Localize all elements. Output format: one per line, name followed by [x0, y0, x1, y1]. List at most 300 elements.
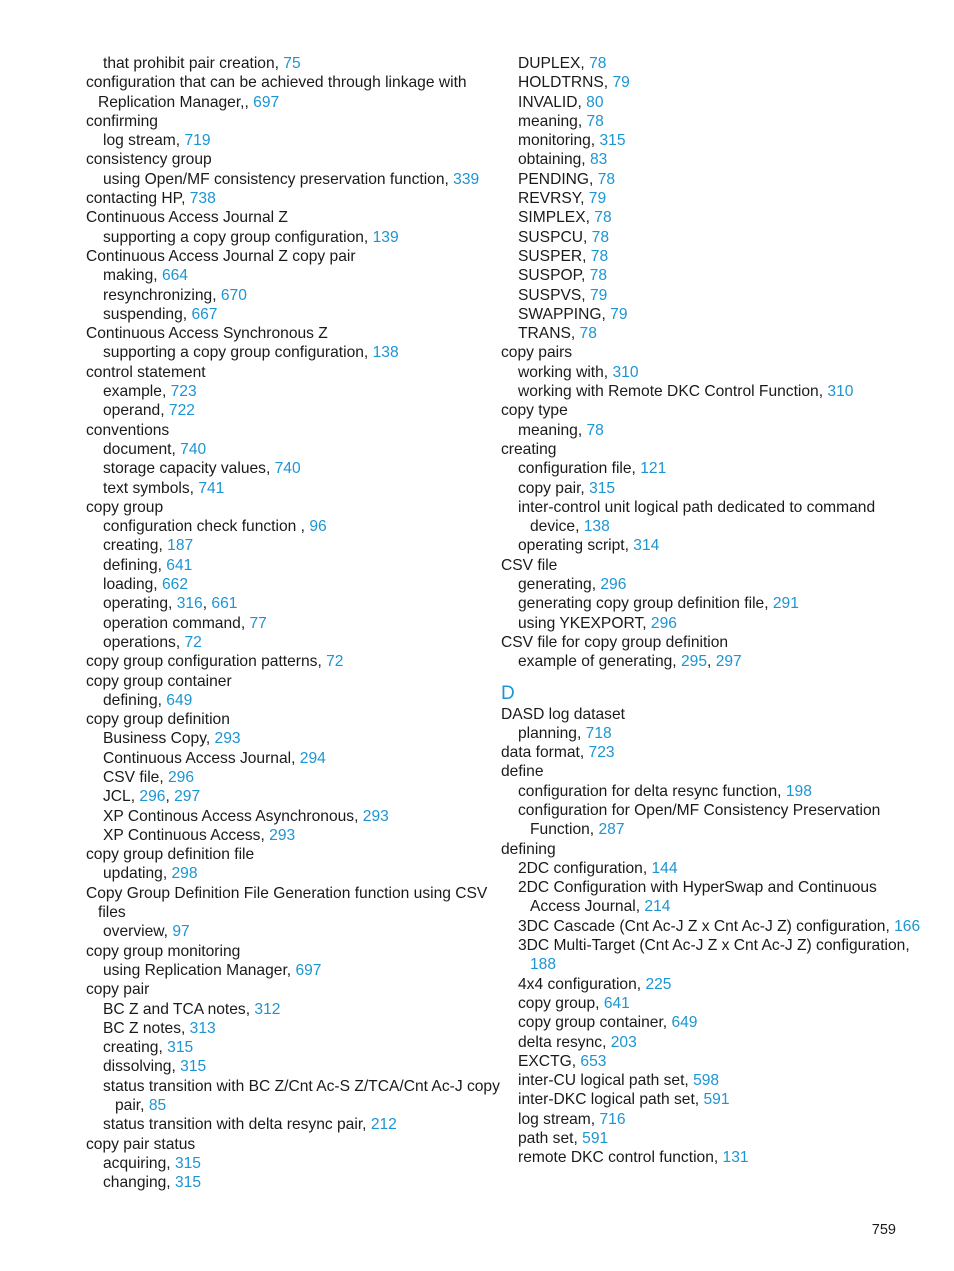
entry-text: contacting HP,	[86, 190, 190, 208]
index-subentry-delta-resync	[501, 1033, 901, 1052]
page-link[interactable]: 144	[651, 859, 678, 877]
index-subentry-3dc-multi-target-cnt-ac-j-z-x-cnt-ac-j-z	[501, 936, 922, 975]
page-link[interactable]: 315	[599, 132, 626, 150]
index-subentry-configuration-check-function	[86, 517, 491, 536]
index-subentry-status-transition-with-delta-resync-pair	[86, 1115, 491, 1134]
index-subentry-inter-cu-logical-path-set	[501, 1071, 901, 1090]
index-subentry-invalid	[501, 93, 901, 112]
page-link[interactable]: 591	[582, 1130, 609, 1148]
index-subentry-that-prohibit-pair-creation	[86, 54, 491, 73]
entry-text: EXCTG,	[518, 1052, 581, 1070]
index-subentry-configuration-for-open-mf-consistency-pr	[501, 801, 922, 840]
entry-text: copy pair	[86, 981, 150, 999]
page-link[interactable]: 297	[174, 788, 201, 806]
entry-text: Continuous Access Journal Z copy pair	[86, 247, 356, 265]
page-link[interactable]: 293	[214, 730, 241, 748]
entry-text: define	[501, 763, 544, 781]
entry-text: copy group definition	[86, 711, 230, 729]
page-link[interactable]: 75	[283, 55, 301, 72]
entry-text: that prohibit pair creation,	[103, 55, 284, 72]
index-entry-data-format	[501, 743, 901, 762]
index-section-letter: D	[501, 682, 515, 704]
page-link[interactable]: 716	[599, 1110, 626, 1128]
entry-text: monitoring,	[518, 132, 600, 150]
page-link[interactable]: 296	[168, 768, 195, 786]
index-subentry-pending	[501, 170, 901, 189]
entry-text: creating,	[103, 1039, 168, 1057]
entry-text: text symbols,	[103, 479, 199, 497]
index-subentry-4x4-configuration	[501, 975, 901, 994]
index-entry-copy-group	[86, 498, 491, 517]
page-link[interactable]: 697	[295, 961, 322, 979]
page-link[interactable]: 315	[589, 479, 616, 497]
entry-text: SIMPLEX,	[518, 209, 595, 227]
page-link[interactable]: 670	[220, 286, 247, 304]
entry-text: resynchronizing,	[103, 286, 221, 304]
entry-text: inter-CU logical path set,	[518, 1072, 694, 1090]
page-link[interactable]: 723	[170, 383, 197, 401]
entry-text: remote DKC control function,	[518, 1149, 723, 1167]
index-entry-copy-group-definition	[86, 710, 491, 729]
index-subentry-text-symbols	[86, 479, 491, 498]
page-link[interactable]: 79	[589, 286, 608, 304]
page-link[interactable]: 198	[785, 782, 812, 800]
entry-text: supporting a copy group configuration,	[103, 344, 373, 362]
entry-text: DASD log dataset	[501, 705, 625, 723]
entry-text: 4x4 configuration,	[518, 975, 646, 993]
entry-text: generating copy group definition file,	[518, 595, 773, 613]
index-entry-csv-file-for-copy-group-definition	[501, 633, 901, 652]
page-link[interactable]: 662	[161, 576, 188, 594]
page-link[interactable]: 314	[633, 537, 660, 555]
index-subentry-bc-z-notes	[86, 1019, 491, 1038]
page-link[interactable]: 296	[650, 614, 677, 632]
page-link[interactable]: 296	[139, 788, 166, 806]
page-link[interactable]: 78	[589, 267, 608, 285]
index-subentry-operating-script	[501, 536, 901, 555]
page-link[interactable]: 297	[715, 653, 742, 671]
page-link[interactable]: 293	[269, 826, 296, 844]
page-link[interactable]: 212	[370, 1116, 397, 1134]
index-subentry-loading	[86, 575, 491, 594]
index-subentry-2dc-configuration-with-hyperswap-and-con	[501, 878, 922, 917]
index-entry-continuous-access-journal-z-copy-pair	[86, 247, 491, 266]
index-subentry-2dc-configuration	[501, 859, 901, 878]
index-subentry-copy-group	[501, 994, 901, 1013]
page-link[interactable]: 96	[309, 518, 327, 536]
entry-text: 2DC Configuration with HyperSwap and Continuous Access Journal,	[518, 879, 877, 916]
page-number: 759	[871, 1222, 896, 1238]
entry-text: copy pair,	[518, 479, 590, 497]
entry-text: dissolving,	[103, 1058, 181, 1076]
entry-text: example,	[103, 383, 171, 401]
index-subentry-operations	[86, 633, 491, 652]
index-subentry-suspop	[501, 266, 901, 285]
index-subentry-status-transition-with-bc-z-cnt-ac-s-z-t	[86, 1077, 505, 1116]
index-entry-continuous-access-synchronous-z	[86, 324, 491, 343]
entry-text: copy group,	[518, 994, 604, 1012]
page-link[interactable]: 697	[253, 93, 280, 111]
index-entry-copy-pairs	[501, 343, 901, 362]
entry-text: 3DC Cascade (Cnt Ac-J Z x Cnt Ac-J Z) configuration,	[518, 917, 895, 935]
entry-text: copy group	[86, 498, 164, 516]
page-link[interactable]: 598	[693, 1072, 720, 1090]
page-link[interactable]: 719	[184, 132, 211, 150]
page-link[interactable]: 293	[362, 807, 389, 825]
entry-text: copy group configuration patterns,	[86, 653, 327, 671]
index-subentry-monitoring	[501, 131, 901, 150]
page-link[interactable]: 649	[671, 1014, 698, 1032]
page-link[interactable]: 78	[594, 209, 612, 227]
index-subentry-path-set	[501, 1129, 901, 1148]
page-link[interactable]: 79	[612, 74, 630, 92]
index-entry-copy-group-configuration-patterns	[86, 652, 491, 671]
entry-text: consistency group	[86, 151, 212, 169]
index-subentry-configuration-for-delta-resync-function	[501, 782, 901, 801]
page-link[interactable]: 298	[171, 865, 198, 883]
index-subentry-overview	[86, 922, 491, 941]
index-column-left	[86, 54, 500, 1193]
index-subentry-making	[86, 266, 491, 285]
entry-text: path set,	[518, 1130, 583, 1148]
index-subentry-revrsy	[501, 189, 901, 208]
index-subentry-creating	[86, 1038, 491, 1057]
entry-text: copy pair status	[86, 1135, 196, 1153]
entry-text: Business Copy,	[103, 730, 215, 748]
page-link[interactable]: 649	[166, 691, 193, 709]
page-link[interactable]: 79	[610, 305, 628, 323]
entry-text: BC Z notes,	[103, 1019, 190, 1037]
index-subentry-bc-z-and-tca-notes	[86, 1000, 491, 1019]
entry-text: copy group monitoring	[86, 942, 241, 960]
index-entry-copy-type	[501, 401, 901, 420]
entry-text: creating,	[103, 537, 168, 555]
page-link[interactable]: 214	[644, 898, 671, 916]
entry-text: control statement	[86, 363, 206, 381]
index-subentry-using-open-mf-consistency-preservation-f	[86, 170, 491, 189]
index-subentry-changing	[86, 1173, 491, 1192]
page-link[interactable]: 97	[172, 923, 190, 941]
page-separator: ,	[707, 653, 716, 671]
page-link[interactable]: 121	[640, 460, 667, 478]
entry-text: copy group container,	[518, 1014, 672, 1032]
page-separator: ,	[165, 788, 175, 806]
page-link[interactable]: 294	[299, 749, 326, 767]
index-subentry-copy-pair	[501, 479, 901, 498]
index-subentry-swapping	[501, 305, 901, 324]
page-link[interactable]: 315	[174, 1154, 201, 1172]
index-subentry-suspending	[86, 305, 491, 324]
entry-text: SUSPCU,	[518, 228, 592, 246]
index-subentry-supporting-a-copy-group-configuration	[86, 228, 491, 247]
entry-text: inter-control unit logical path dedicated to command device,	[518, 498, 876, 536]
index-subentry-3dc-cascade-cnt-ac-j-z-x-cnt-ac-j-z-conf	[501, 917, 922, 936]
page-link[interactable]: 85	[148, 1097, 167, 1115]
index-subentry-resynchronizing	[86, 286, 491, 305]
index-entry-contacting-hp	[86, 189, 491, 208]
page-link[interactable]: 740	[180, 440, 207, 458]
index-subentry-exctg	[501, 1052, 901, 1071]
page-link[interactable]: 653	[580, 1052, 607, 1070]
index-subentry-using-replication-manager	[86, 961, 491, 980]
entry-text: confirming	[86, 112, 158, 130]
entry-text: conventions	[86, 421, 170, 439]
page-link[interactable]: 138	[583, 518, 610, 536]
entry-text: Continuous Access Journal,	[103, 749, 300, 767]
entry-text: obtaining,	[518, 151, 590, 169]
index-subentry-suspcu	[501, 228, 901, 247]
page-link[interactable]: 664	[161, 267, 188, 285]
entry-text: REVRSY,	[518, 190, 589, 208]
index-subentry-xp-continuous-access	[86, 826, 491, 845]
page-link[interactable]: 291	[772, 595, 799, 613]
index-subentry-document	[86, 440, 491, 459]
entry-text: configuration file,	[518, 460, 641, 478]
entry-text: BC Z and TCA notes,	[103, 1000, 255, 1018]
page-link[interactable]: 80	[586, 93, 604, 111]
index-entry-defining	[501, 840, 901, 859]
index-subentry-supporting-a-copy-group-configuration	[86, 343, 491, 362]
page-link[interactable]: 313	[189, 1019, 216, 1037]
entry-text: copy group definition file	[86, 846, 255, 864]
page-link[interactable]: 339	[453, 170, 480, 188]
entry-text: delta resync,	[518, 1033, 611, 1051]
entry-text: PENDING,	[518, 170, 598, 188]
index-entry-control-statement	[86, 363, 491, 382]
entry-text: generating,	[518, 576, 601, 594]
entry-text: operand,	[103, 402, 169, 420]
entry-text: log stream,	[518, 1110, 600, 1128]
index-subentry-xp-continous-access-asynchronous	[86, 807, 491, 826]
index-entry-continuous-access-journal-z	[86, 208, 491, 227]
entry-text: defining,	[103, 691, 167, 709]
entry-text: Continuous Access Journal Z	[86, 209, 288, 227]
index-subentry-log-stream	[86, 131, 491, 150]
index-subentry-dissolving	[86, 1057, 491, 1076]
entry-text: loading,	[103, 576, 162, 594]
page-link[interactable]: 310	[612, 363, 639, 381]
index-entry-copy-group-container	[86, 672, 491, 691]
entry-text: CSV file	[501, 556, 558, 574]
entry-text: status transition with delta resync pair,	[103, 1116, 371, 1134]
index-subentry-creating	[86, 536, 491, 555]
index-subentry-working-with	[501, 363, 901, 382]
entry-text: SUSPER,	[518, 247, 591, 265]
index-subentry-remote-dkc-control-function	[501, 1148, 901, 1167]
entry-text: data format,	[501, 744, 589, 762]
entry-text: updating,	[103, 865, 172, 883]
index-subentry-inter-control-unit-logical-path-dedicate	[501, 498, 922, 537]
entry-text: meaning,	[518, 421, 587, 439]
entry-text: supporting a copy group configuration,	[103, 228, 373, 246]
entry-text: Continuous Access Synchronous Z	[86, 325, 328, 343]
entry-text: configuration for delta resync function,	[518, 782, 786, 800]
index-subentry-inter-dkc-logical-path-set	[501, 1090, 901, 1109]
page-link[interactable]: 741	[198, 479, 225, 497]
page-link[interactable]: 83	[589, 151, 608, 169]
index-subentry-holdtrns	[501, 73, 901, 92]
page-link[interactable]: 740	[274, 460, 301, 478]
page-link[interactable]: 78	[591, 228, 610, 246]
page-link[interactable]: 78	[597, 170, 616, 188]
entry-text: document,	[103, 440, 181, 458]
index-subentry-duplex	[501, 54, 901, 73]
entry-text: planning,	[518, 724, 586, 742]
entry-text: defining	[501, 840, 556, 858]
entry-text: Copy Group Definition File Generation function using CSV files	[86, 884, 488, 922]
entry-text: using Replication Manager,	[103, 961, 296, 979]
entry-text: JCL,	[103, 788, 140, 806]
index-subentry-configuration-file	[501, 459, 901, 478]
entry-text: working with,	[518, 363, 613, 381]
page-link[interactable]: 225	[645, 975, 672, 993]
page-link[interactable]: 591	[703, 1091, 730, 1109]
entry-text: suspending,	[103, 305, 192, 323]
index-entry-dasd-log-dataset	[501, 705, 901, 724]
entry-text: CSV file,	[103, 768, 168, 786]
entry-text: XP Continuous Access,	[103, 826, 270, 844]
entry-text: overview,	[103, 923, 173, 941]
entry-text: acquiring,	[103, 1154, 175, 1172]
entry-text: operating,	[103, 595, 177, 613]
index-subentry-log-stream	[501, 1110, 901, 1129]
entry-text: configuration for Open/MF Consistency Preservation Function,	[518, 801, 881, 839]
index-subentry-business-copy	[86, 729, 491, 748]
index-subentry-planning	[501, 724, 901, 743]
entry-text: SUSPVS,	[518, 286, 590, 304]
page-link[interactable]: 641	[166, 556, 193, 574]
page-link[interactable]: 315	[180, 1058, 207, 1076]
index-subentry-example	[86, 382, 491, 401]
entry-text: creating	[501, 440, 557, 458]
index-column-right	[501, 54, 921, 1168]
page-link[interactable]: 78	[579, 325, 597, 343]
page-link[interactable]: 310	[827, 383, 854, 401]
page-link[interactable]: 72	[184, 633, 202, 651]
entry-text: 3DC Multi-Target (Cnt Ac-J Z x Cnt Ac-J Z) configuration,	[518, 937, 910, 955]
page-link[interactable]: 138	[372, 344, 399, 362]
entry-text: using YKEXPORT,	[518, 614, 651, 632]
entry-text: using Open/MF consistency preservation function,	[103, 170, 454, 188]
index-subentry-updating	[86, 864, 491, 883]
page-link[interactable]: 131	[722, 1149, 749, 1167]
index-subentry-copy-group-container	[501, 1013, 901, 1032]
index-entry-consistency-group	[86, 150, 491, 169]
page-separator: ,	[202, 595, 212, 613]
page-link[interactable]: 722	[168, 402, 195, 420]
index-subentry-continuous-access-journal	[86, 749, 491, 768]
index-subentry-generating	[501, 575, 901, 594]
index-subentry-working-with-remote-dkc-control-function	[501, 382, 901, 401]
entry-text: changing,	[103, 1174, 175, 1192]
page-link[interactable]: 166	[894, 917, 921, 935]
page-link[interactable]: 203	[610, 1033, 637, 1051]
page-link[interactable]: 295	[680, 653, 708, 671]
page-link[interactable]: 738	[189, 190, 216, 208]
entry-text: inter-DKC logical path set,	[518, 1091, 704, 1109]
entry-text: SWAPPING,	[518, 305, 611, 323]
entry-text: status transition with BC Z/Cnt Ac-S Z/TCA/Cnt Ac-J copy pair,	[103, 1077, 500, 1115]
page-link[interactable]: 723	[588, 744, 615, 762]
index-entry-conventions	[86, 421, 491, 440]
entry-text: copy type	[501, 402, 568, 420]
page-link[interactable]: 315	[174, 1174, 201, 1192]
index-subentry-susper	[501, 247, 901, 266]
entry-text: copy pairs	[501, 344, 573, 362]
entry-text: example of generating,	[518, 653, 681, 671]
page-link[interactable]: 72	[326, 653, 344, 671]
page-link[interactable]: 188	[530, 956, 557, 974]
index-entry-confirming	[86, 112, 491, 131]
entry-text: operating script,	[518, 537, 634, 555]
entry-text: HOLDTRNS,	[518, 74, 613, 92]
index-subentry-meaning	[501, 421, 901, 440]
entry-text: DUPLEX,	[518, 55, 590, 72]
entry-text: making,	[103, 267, 162, 285]
page-link[interactable]: 287	[598, 821, 625, 839]
index-subentry-operating	[86, 594, 491, 613]
index-subentry-operand	[86, 401, 491, 420]
index-entry-configuration-that-can-be-achieved-throu	[86, 73, 488, 112]
entry-text: operations,	[103, 633, 185, 651]
page-link[interactable]: 316	[176, 595, 203, 613]
page-link[interactable]: 641	[603, 994, 630, 1012]
page-link[interactable]: 78	[586, 421, 604, 439]
page-link[interactable]: 78	[589, 55, 607, 72]
index-subentry-using-ykexport	[501, 614, 901, 633]
page-link[interactable]: 77	[249, 614, 267, 632]
entry-text: SUSPOP,	[518, 267, 590, 285]
page-link[interactable]: 661	[211, 595, 238, 613]
page-link[interactable]: 79	[588, 190, 607, 208]
index-subentry-suspvs	[501, 286, 901, 305]
index-subentry-example-of-generating	[501, 652, 901, 671]
page-link[interactable]: 312	[254, 1000, 281, 1018]
entry-text: 2DC configuration,	[518, 859, 652, 877]
index-subentry-csv-file	[86, 768, 491, 787]
entry-text: TRANS,	[518, 325, 580, 343]
index-entry-creating	[501, 440, 901, 459]
page-link[interactable]: 718	[585, 724, 612, 742]
page-link[interactable]: 296	[600, 576, 627, 594]
index-subentry-generating-copy-group-definition-file	[501, 594, 901, 613]
entry-text: operation command,	[103, 614, 250, 632]
entry-text: meaning,	[518, 112, 587, 130]
entry-text: working with Remote DKC Control Function,	[518, 383, 828, 401]
entry-text: storage capacity values,	[103, 460, 275, 478]
index-subentry-meaning	[501, 112, 901, 131]
index-entry-copy-group-definition-file-generation-fu	[86, 884, 488, 923]
index-subentry-jcl	[86, 787, 491, 806]
index-entry-copy-group-monitoring	[86, 942, 491, 961]
page-link[interactable]: 315	[167, 1039, 194, 1057]
index-subentry-obtaining	[501, 150, 901, 169]
entry-text: configuration check function ,	[103, 518, 310, 536]
page-link[interactable]: 139	[372, 228, 399, 246]
entry-text: CSV file for copy group definition	[501, 633, 729, 651]
index-entry-copy-group-definition-file	[86, 845, 491, 864]
entry-text: defining,	[103, 556, 167, 574]
entry-text: configuration that can be achieved through linkage with Replication Manager,,	[86, 74, 467, 111]
page-link[interactable]: 78	[590, 247, 609, 265]
index-entry-define	[501, 762, 901, 781]
page-link[interactable]: 187	[167, 537, 194, 555]
page-link[interactable]: 667	[191, 305, 218, 323]
index-subentry-trans	[501, 324, 901, 343]
index-subentry-acquiring	[86, 1154, 491, 1173]
index-entry-copy-pair	[86, 980, 491, 999]
page-link[interactable]: 78	[586, 112, 604, 130]
